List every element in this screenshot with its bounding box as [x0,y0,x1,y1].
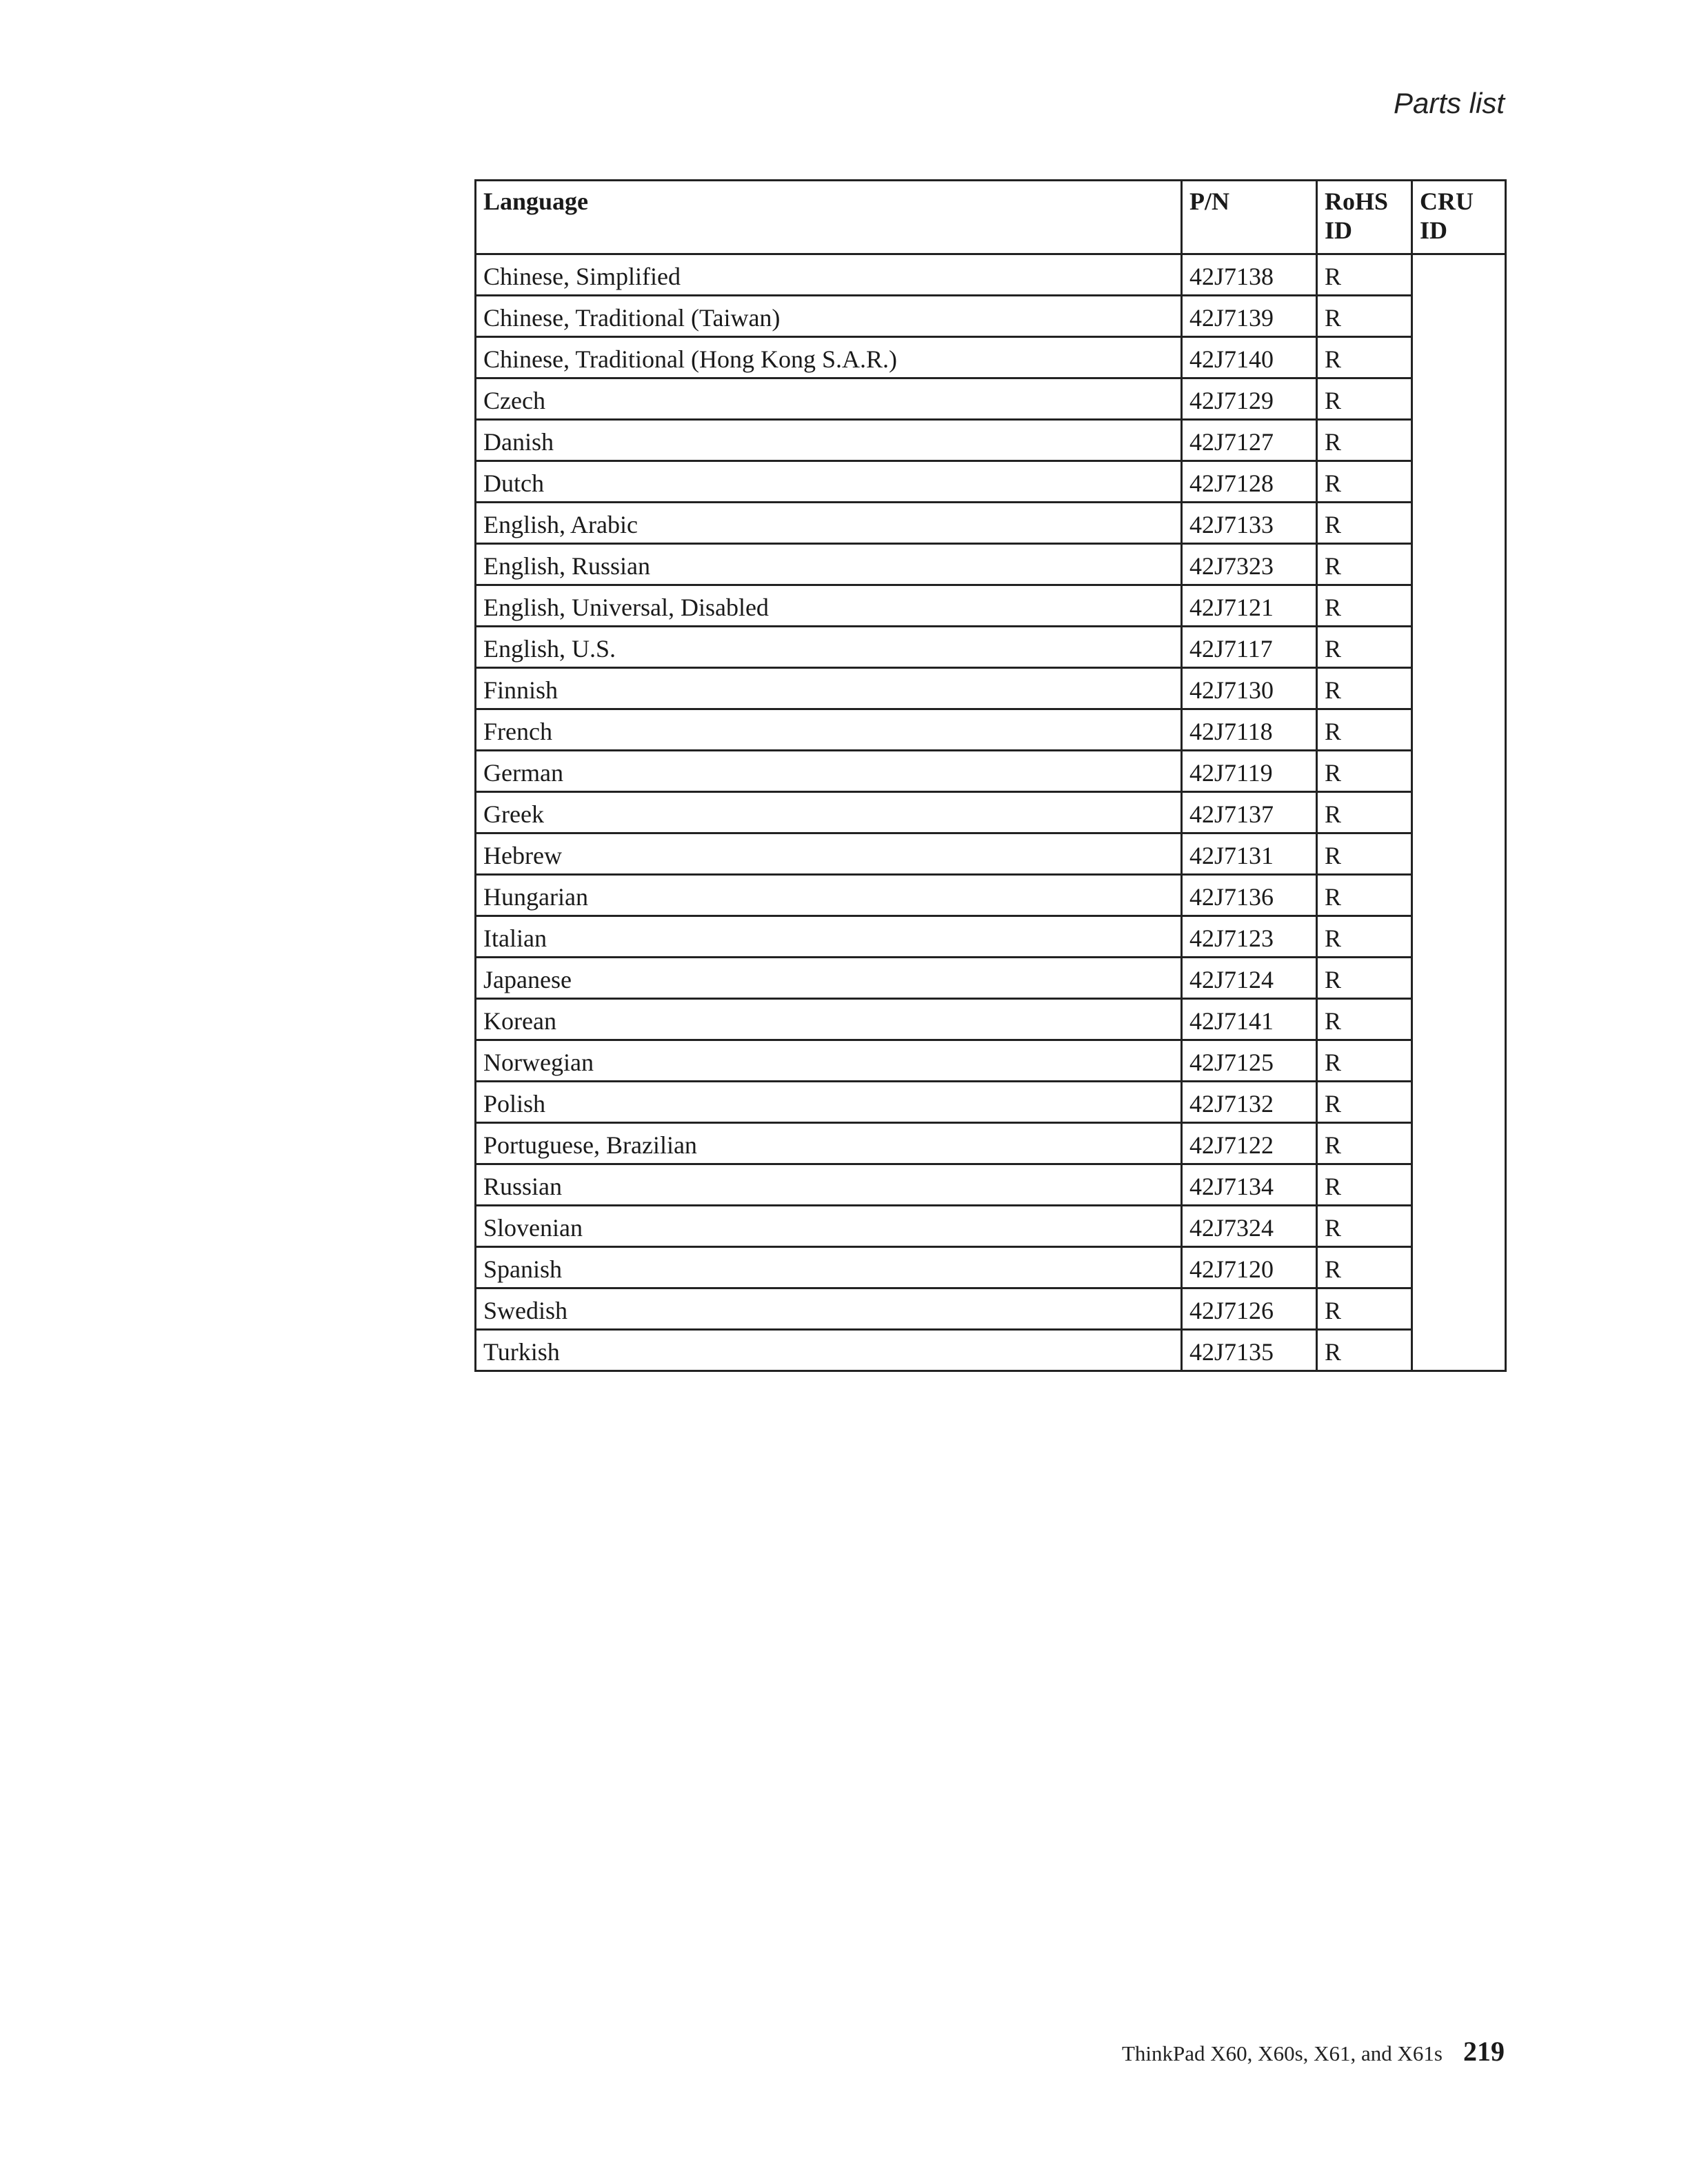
cell-part-number: 42J7139 [1182,296,1317,337]
cell-part-number: 42J7133 [1182,503,1317,544]
cell-rohs-id: R [1317,1040,1412,1082]
cell-language: Slovenian [476,1206,1182,1247]
cell-rohs-id: R [1317,833,1412,875]
cell-rohs-id: R [1317,1082,1412,1123]
table-row [476,709,1506,751]
footer-book-title: ThinkPad X60, X60s, X61, and X61s [1122,2041,1443,2065]
cell-rohs-id: R [1317,751,1412,792]
cell-rohs-id: R [1317,1330,1412,1371]
cell-rohs-id: R [1317,958,1412,999]
table-row [476,254,1506,296]
table-row [476,751,1506,792]
cell-rohs-id: R [1317,916,1412,958]
table-row [476,1082,1506,1123]
cell-rohs-id: R [1317,792,1412,833]
cell-part-number: 42J7140 [1182,337,1317,378]
cell-part-number: 42J7136 [1182,875,1317,916]
cell-part-number: 42J7125 [1182,1040,1317,1082]
cell-part-number: 42J7141 [1182,999,1317,1040]
cell-rohs-id: R [1317,1206,1412,1247]
table-row [476,1330,1506,1371]
cell-language: English, Arabic [476,503,1182,544]
table-row [476,378,1506,420]
cell-part-number: 42J7137 [1182,792,1317,833]
cell-language: Chinese, Simplified [476,254,1182,296]
table-row [476,627,1506,668]
table-body [476,254,1506,1371]
cell-language: English, Universal, Disabled [476,585,1182,627]
cell-part-number: 42J7131 [1182,833,1317,875]
cell-language: Japanese [476,958,1182,999]
table-row [476,1288,1506,1330]
cell-language: Chinese, Traditional (Taiwan) [476,296,1182,337]
table-row [476,461,1506,503]
table-row [476,1123,1506,1164]
table-row [476,420,1506,461]
cell-rohs-id: R [1317,378,1412,420]
cell-language: Turkish [476,1330,1182,1371]
cell-language: German [476,751,1182,792]
cell-language: Russian [476,1164,1182,1206]
cell-rohs-id: R [1317,503,1412,544]
running-header-title: Parts list [1393,87,1505,119]
cell-rohs-id: R [1317,627,1412,668]
cell-language: Norwegian [476,1040,1182,1082]
table-row [476,958,1506,999]
cell-language: Spanish [476,1247,1182,1288]
cell-rohs-id: R [1317,337,1412,378]
keyboard-parts-table [474,179,1507,1372]
column-header-language: Language [476,181,1182,254]
cell-part-number: 42J7117 [1182,627,1317,668]
cell-language: Hebrew [476,833,1182,875]
cell-rohs-id: R [1317,709,1412,751]
cell-language: Danish [476,420,1182,461]
cell-rohs-id: R [1317,875,1412,916]
table-row [476,337,1506,378]
cell-rohs-id: R [1317,1247,1412,1288]
cell-part-number: 42J7118 [1182,709,1317,751]
table-row [476,296,1506,337]
cell-part-number: 42J7121 [1182,585,1317,627]
cell-language: English, U.S. [476,627,1182,668]
cell-part-number: 42J7130 [1182,668,1317,709]
table-row [476,585,1506,627]
column-header-rohs-id: RoHS ID [1317,181,1412,254]
cell-part-number: 42J7132 [1182,1082,1317,1123]
cell-rohs-id: R [1317,420,1412,461]
cell-part-number: 42J7127 [1182,420,1317,461]
cell-part-number: 42J7138 [1182,254,1317,296]
cell-rohs-id: R [1317,668,1412,709]
cell-part-number: 42J7129 [1182,378,1317,420]
cell-language: Hungarian [476,875,1182,916]
cell-cru-id [1412,254,1506,1371]
table-row [476,1206,1506,1247]
cell-language: Korean [476,999,1182,1040]
cell-rohs-id: R [1317,254,1412,296]
table-row [476,503,1506,544]
cell-rohs-id: R [1317,585,1412,627]
table-row [476,544,1506,585]
cell-part-number: 42J7126 [1182,1288,1317,1330]
cell-rohs-id: R [1317,461,1412,503]
cell-rohs-id: R [1317,1288,1412,1330]
cell-rohs-id: R [1317,296,1412,337]
table-row [476,792,1506,833]
cell-language: French [476,709,1182,751]
column-header-pn: P/N [1182,181,1317,254]
table-row [476,1040,1506,1082]
cell-part-number: 42J7124 [1182,958,1317,999]
cell-language: Greek [476,792,1182,833]
cell-part-number: 42J7119 [1182,751,1317,792]
cell-part-number: 42J7323 [1182,544,1317,585]
cell-part-number: 42J7120 [1182,1247,1317,1288]
cell-part-number: 42J7135 [1182,1330,1317,1371]
cell-part-number: 42J7122 [1182,1123,1317,1164]
cell-language: Dutch [476,461,1182,503]
cell-language: Portuguese, Brazilian [476,1123,1182,1164]
cell-rohs-id: R [1317,544,1412,585]
cell-part-number: 42J7123 [1182,916,1317,958]
cell-language: Swedish [476,1288,1182,1330]
page-footer [1122,2035,1505,2067]
table-header-row [476,181,1506,254]
table-row [476,668,1506,709]
cell-language: Polish [476,1082,1182,1123]
cell-rohs-id: R [1317,1123,1412,1164]
cell-rohs-id: R [1317,999,1412,1040]
cell-language: Czech [476,378,1182,420]
column-header-cru-id: CRU ID [1412,181,1506,254]
table-row [476,999,1506,1040]
table-row [476,916,1506,958]
table-row [476,1247,1506,1288]
table-row [476,875,1506,916]
cell-language: English, Russian [476,544,1182,585]
page-number: 219 [1463,2036,1505,2067]
cell-part-number: 42J7134 [1182,1164,1317,1206]
cell-language: Finnish [476,668,1182,709]
cell-language: Italian [476,916,1182,958]
cell-language: Chinese, Traditional (Hong Kong S.A.R.) [476,337,1182,378]
table-row [476,833,1506,875]
cell-part-number: 42J7128 [1182,461,1317,503]
cell-rohs-id: R [1317,1164,1412,1206]
table-row [476,1164,1506,1206]
cell-part-number: 42J7324 [1182,1206,1317,1247]
